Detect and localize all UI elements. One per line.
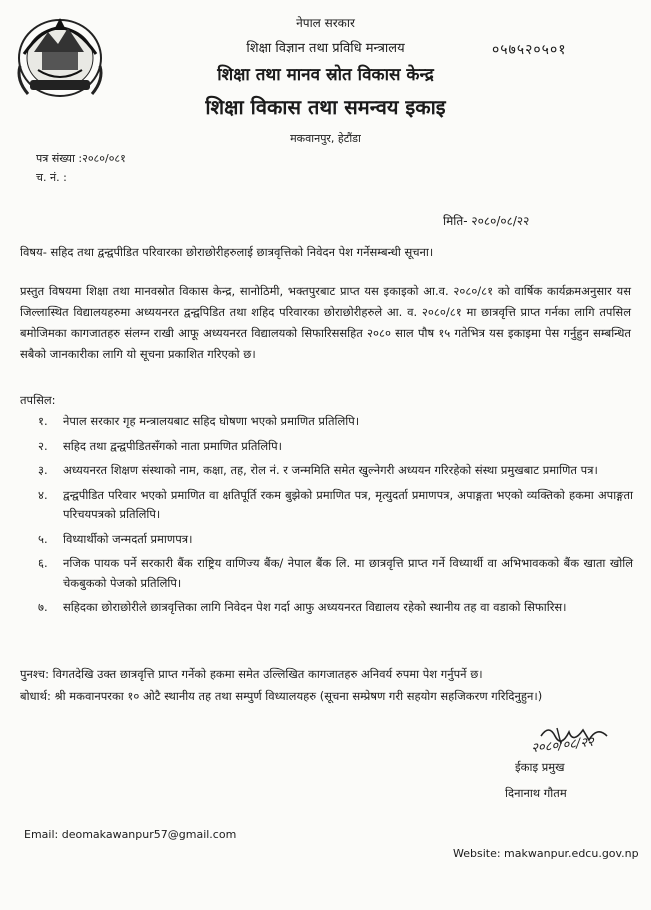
list-item: ५. विध्यार्थीको जन्मदर्ता प्रमाणपत्र। [38, 531, 193, 546]
list-item: १. नेपाल सरकार गृह मन्त्रालयबाट सहिद घोषणा भएको प्रमाणित प्रतिलिपि। [38, 414, 360, 428]
signatory-title: ईकाइ प्रमुख [515, 760, 565, 774]
body-paragraph: प्रस्तुत विषयमा शिक्षा तथा मानवस्रोत विकास केन्द्र, सानोठिमी, भक्तपुरबाट प्राप्त यस इकाइको आ.व. २०८०/८१ को वार्षिक कार्यक्रमअनुसार यस जिल्लास्थित विद्यालयहरुमा अध्ययनरत द्वन्द्वपिडित तथा शहिद परिवारका छोराछोरीहरुले आ. व. २०८०/८१ मा छात्रवृत्ति प्राप्त गर्नका लागि तपसिल बमोजिमका कागजातहरु संलग्न राखी आफू अध्ययनरत विद्यालयको सिफारिससहित २०८० साल पौष १५ गतेभित्र यस इकाइमा पेस गर्नुहुन सम्बन्धित सबैको जानकारीका लागि यो सूचना प्रकाशित गरिएको छ। [20, 284, 631, 361]
header-address: मकवानपुर, हेटौंडा [290, 132, 361, 145]
letter-date: मिति- २०८०/०८/२२ [443, 214, 530, 228]
header-unit-title: शिक्षा विकास तथा समन्वय इकाइ [205, 95, 446, 119]
tapasil-label: तपसिल: [20, 393, 56, 407]
header-ministry: शिक्षा विज्ञान तथा प्रविधि मन्त्रालय [246, 41, 405, 56]
list-item: ६. नजिक पायक पर्ने सरकारी बैंक राष्ट्रिय वाणिज्य बैंक/ नेपाल बैंक लि. मा छात्रवृत्ति प्राप्त गर्ने विध्यार्थी वा अभिभावकको बैंक खाता खोलि चेकबुकको पेजको प्रतिलिपि। [38, 556, 633, 590]
dispatch-number: च. नं. : [36, 171, 67, 184]
list-item: ३. अध्ययनरत शिक्षण संस्थाको नाम, कक्षा, तह, रोल नं. र जन्ममिति समेत खुल्नेगरी अध्ययन गरिरहेको संस्था प्रमुखबाट प्रमाणित पत्र। [38, 463, 598, 477]
signature-date: २०८०/०८/२२ [530, 734, 595, 757]
footer-website: Website: makwanpur.edcu.gov.np [453, 847, 639, 860]
list-item: ७. सहिदका छोराछोरीले छात्रवृत्तिका लागि निवेदन पेश गर्दा आफु अध्ययनरत विद्यालय रहेको स्थानीय तह वा वडाको सिफारिस। [38, 600, 567, 614]
bodhartha-note: बोधार्थ: श्री मकवानपरका १० ओटै स्थानीय तह तथा सम्पुर्ण विध्यालयहरु (सूचना सम्प्रेषण गरी सहयोग सहजिकरण गरिदिनुहुन।) [20, 689, 543, 703]
document-number: ०५७५२०५०१ [492, 42, 567, 58]
letter-number: पत्र संख्या :२०८०/०८१ [36, 152, 126, 165]
header-centre: शिक्षा तथा मानव स्रोत विकास केन्द्र [217, 65, 434, 85]
list-item: ४. द्वन्द्वपीडित परिवार भएको प्रमाणित वा क्षतिपूर्ति रकम बुझेको प्रमाणित पत्र, मृत्युदर्ता प्रमाणपत्र, अपाङ्गता भएको व्यक्तिको हकमा अपाङ्गता परिचयपत्रको प्रतिलिपि। [38, 487, 633, 521]
footer-email: Email: deomakawanpur57@gmail.com [24, 828, 237, 841]
requirements-list [38, 412, 633, 623]
header-government: नेपाल सरकार [296, 16, 355, 30]
punascha-note: पुनश्च: विगतदेखि उक्त छात्रवृत्ति प्राप्त गर्नेको हकमा समेत उल्लिखित कागजातहरु अनिवर्य रुपमा पेश गर्नुपर्ने छ। [20, 667, 483, 681]
signatory-name: दिनानाथ गौतम [505, 786, 567, 800]
subject-line: विषय- सहिद तथा द्वन्द्वपीडित परिवारका छोराछोरीहरुलाई छात्रवृत्तिको निवेदन पेश गर्नेसम्बन्धी सूचना। [20, 245, 434, 259]
list-item: २. सहिद तथा द्वन्द्वपीडितसँगको नाता प्रमाणित प्रतिलिपि। [38, 438, 283, 453]
